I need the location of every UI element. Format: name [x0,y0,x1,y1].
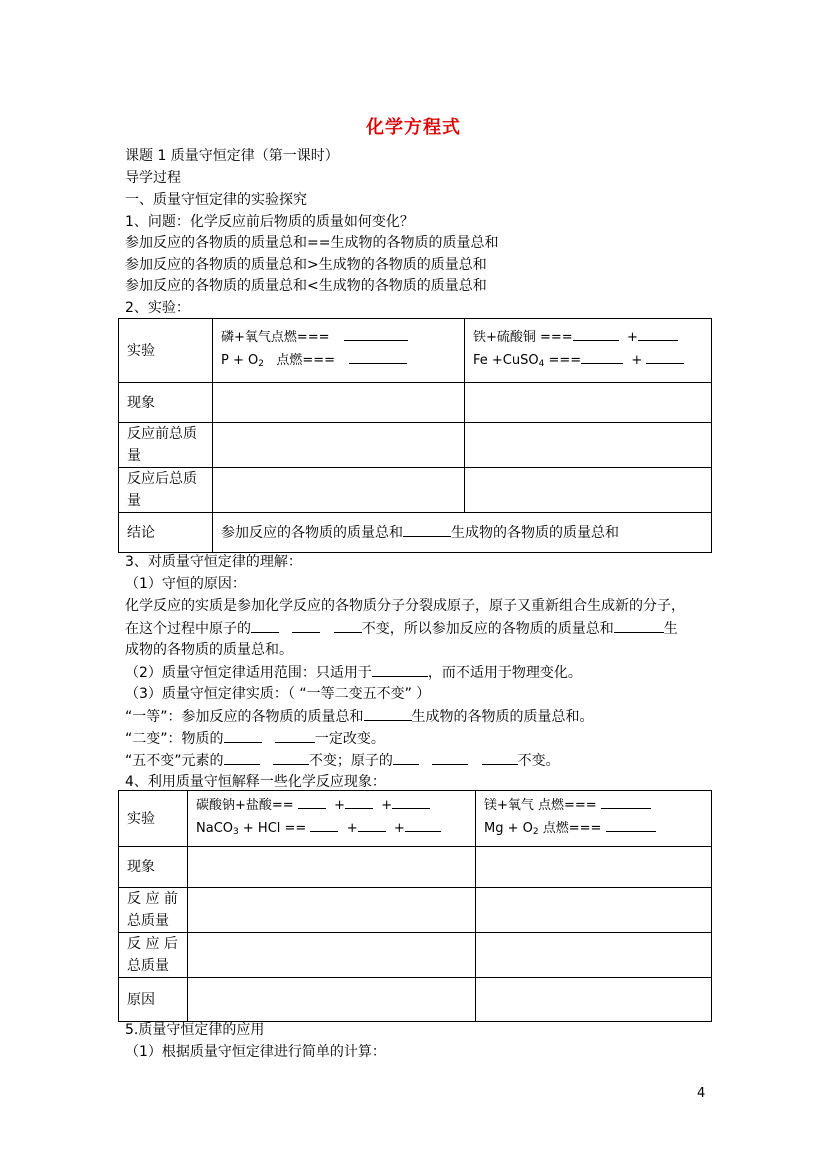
conclusion-cell: 参加反应的各物质的质量总和 生成物的各物质的质量总和 [213,513,712,553]
para-3-1: （1）守恒的原因： [125,576,246,592]
experiment-table-2 [118,790,712,1022]
blank [364,706,412,721]
blank [344,326,408,341]
sodium-carbonate-hcl-equation: 碳酸钠+盐酸== + + NaCO$_3$ + HCl == + + [188,791,476,847]
section-5-heading: 5.质量守恒定律的应用 [125,1022,265,1038]
row-label-experiment: 实验 [119,791,188,847]
blank [372,662,428,677]
cell-empty [188,847,476,888]
blank [224,728,262,743]
row-label-phenomenon: 现象 [119,847,188,888]
blank [224,750,260,765]
phosphorus-oxygen-equation: 磷+氧气点燃=== $P + O_2$ 点燃=== [213,319,465,383]
para-5-1: （1）根据质量守恒定律进行简单的计算： [125,1044,386,1060]
cell-empty [213,383,465,423]
blank [573,326,619,341]
cell-empty [476,933,712,978]
hypothesis-3: 参加反应的各物质的质量总和<生成物的各物质的质量总和 [125,278,487,294]
cell-empty [465,423,712,468]
row-label-mass-before: 反应前总质量 [119,423,213,468]
section-4-heading: 4、利用质量守恒解释一些化学反应现象： [125,774,386,790]
experiment-heading: 2、实验： [125,300,190,316]
blank [334,618,362,633]
para-3-2: （2）质量守恒定律适用范围：只适用于 ，而不适用于物理变化。 [125,662,582,683]
blank [275,728,315,743]
blank [298,794,326,809]
blank [358,817,386,832]
hypothesis-2: 参加反应的各物质的质量总和>生成物的各物质的质量总和 [125,257,487,273]
cell-empty [476,888,712,933]
row-label-mass-before: 反 应 前 总质量 [119,888,188,933]
iron-copper-sulfate-equation: 铁+硫酸铜 === + Fe +CuSO$_4$ === + [465,319,712,383]
blank [646,349,684,364]
section-3-heading: 3、对质量守恒定律的理解： [125,554,302,570]
blank [310,817,338,832]
row-label-mass-after: 反 应 后 总质量 [119,933,188,978]
row-label-experiment: 实验 [119,319,213,383]
cell-empty [188,888,476,933]
cell-empty [476,847,712,888]
row-label-mass-after: 反应后总质量 [119,468,213,513]
row-label-conclusion: 结论 [119,513,213,553]
blank [403,522,451,537]
document-title: 化学方程式 [366,117,461,138]
blank [614,618,664,633]
cell-empty [213,423,465,468]
cell-empty [465,383,712,423]
cell-empty [476,978,712,1022]
section-1-heading: 一、质量守恒定律的实验探究 [125,192,307,208]
blank [638,326,678,341]
blank [349,349,407,364]
blank [292,618,320,633]
lesson-heading: 课题 1 质量守恒定律（第一课时） [125,148,339,164]
blank [601,794,651,809]
question-1: 1、问题：化学反应前后物质的质量如何变化？ [125,214,414,230]
magnesium-oxygen-equation: 镁+氧气 点燃=== $Mg + O_2$ 点燃=== [476,791,712,847]
blank [251,618,279,633]
para-3-3: （3）质量守恒定律实质：（ “一等二变五不变” ） [125,686,431,702]
cell-empty [465,468,712,513]
cell-empty [213,468,465,513]
blank [482,750,518,765]
blank [392,794,430,809]
row-label-reason: 原因 [119,978,188,1022]
blank [432,750,468,765]
page-number: 4 [697,1086,706,1101]
blank [581,349,623,364]
row-label-phenomenon: 现象 [119,383,213,423]
para-five-unchanged: “五不变”元素的 不变；原子的 不变。 [125,750,560,771]
guide-heading: 导学过程 [125,170,181,186]
para-two-change: “二变”：物质的 一定改变。 [125,728,385,749]
para-3-1b: 在这个过程中原子的 不变，所以参加反应的各物质的质量总和 生 [125,618,678,639]
blank [606,817,656,832]
cell-empty [188,933,476,978]
para-one-equal: “一等”：参加反应的各物质的质量总和 生成物的各物质的质量总和。 [125,706,594,727]
cell-empty [188,978,476,1022]
blank [393,750,419,765]
hypothesis-1: 参加反应的各物质的质量总和==生成物的各物质的质量总和 [125,235,499,251]
blank [345,794,373,809]
experiment-table-1 [118,318,712,553]
blank [405,817,441,832]
blank [273,750,309,765]
para-3-1c: 成物的各物质的质量总和。 [125,642,293,658]
para-3-1a: 化学反应的实质是参加化学反应的各物质分子分裂成原子，原子又重新组合生成新的分子， [125,598,685,614]
